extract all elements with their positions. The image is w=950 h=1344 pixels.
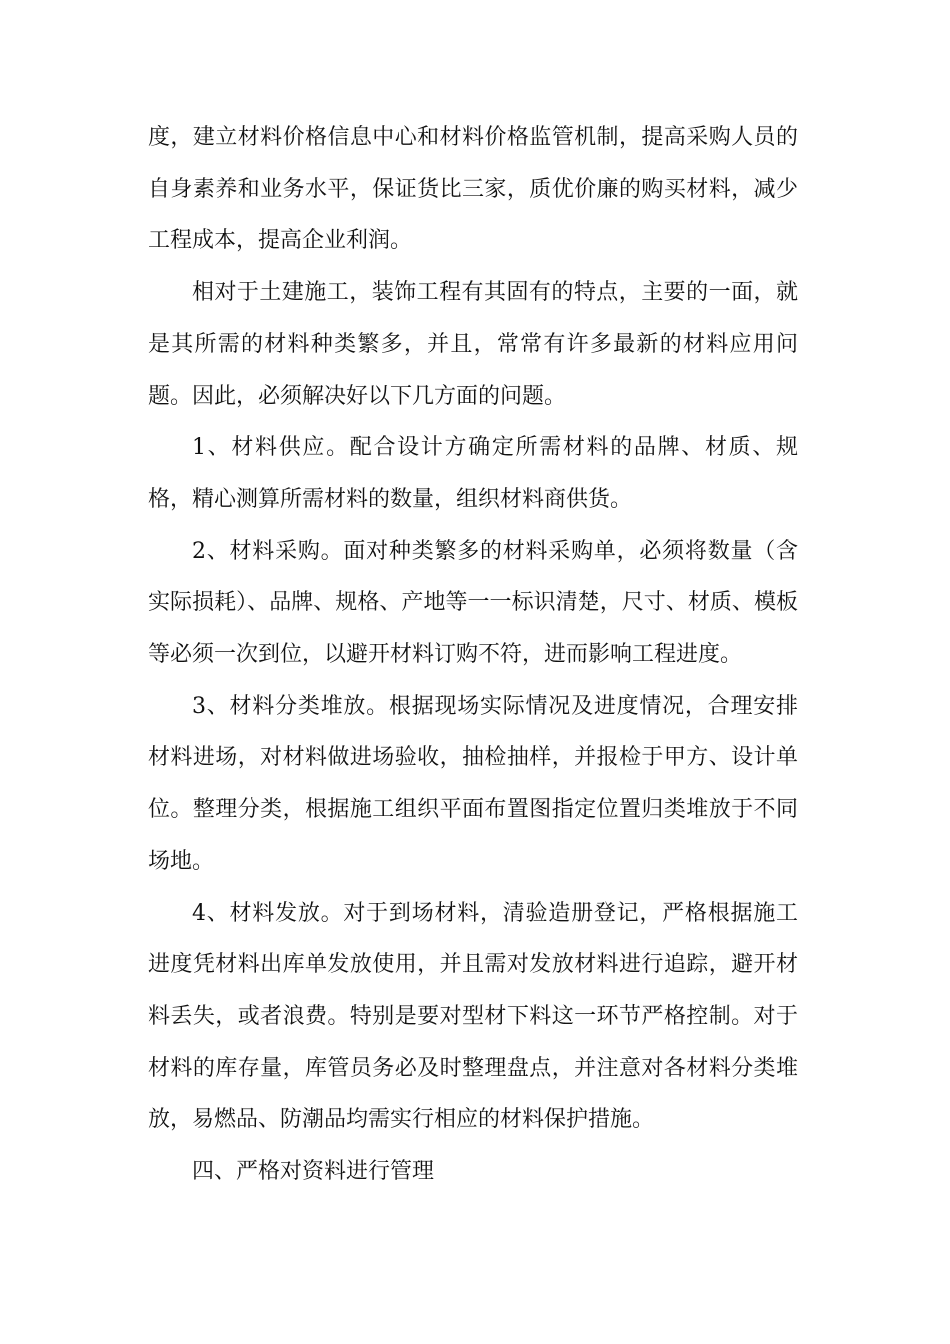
paragraph-intro: 相对于土建施工，装饰工程有其固有的特点，主要的一面，就是其所需的材料种类繁多，并且，常常有许多最新的材料应用问题。因此，必须解决好以下几方面的问题。: [148, 280, 798, 409]
document-body: [148, 112, 798, 1198]
paragraph-item-3: 3、材料分类堆放。根据现场实际情况及进度情况，合理安排材料进场，对材料做进场验收，抽检抽样，并报检于甲方、设计单位。整理分类，根据施工组织平面布置图指定位置归类堆放于不同场地。: [148, 693, 798, 874]
paragraph-continuation: 度，建立材料价格信息中心和材料价格监管机制，提高采购人员的自身素养和业务水平，保证货比三家，质优价廉的购买材料，减少工程成本，提高企业利润。: [148, 125, 798, 254]
paragraph-item-2: 2、材料采购。面对种类繁多的材料采购单，必须将数量（含实际损耗）、品牌、规格、产地等一一标识清楚，尺寸、材质、模板等必须一次到位，以避开材料订购不符，进而影响工程进度。: [148, 538, 798, 668]
paragraph-item-1: 1、材料供应。配合设计方确定所需材料的品牌、材质、规格，精心测算所需材料的数量，组织材料商供货。: [148, 435, 798, 512]
section-heading: 四、严格对资料进行管理: [192, 1159, 435, 1185]
paragraph-item-4: 4、材料发放。对于到场材料，清验造册登记，严格根据施工进度凭材料出库单发放使用，并且需对发放材料进行追踪，避开材料丢失，或者浪费。特别是要对型材下料这一环节严格控制。对于材料的库存量，库管员务必及时整理盘点，并注意对各材料分类堆放，易燃品、防潮品均需实行相应的材料保护措施。: [148, 900, 798, 1133]
